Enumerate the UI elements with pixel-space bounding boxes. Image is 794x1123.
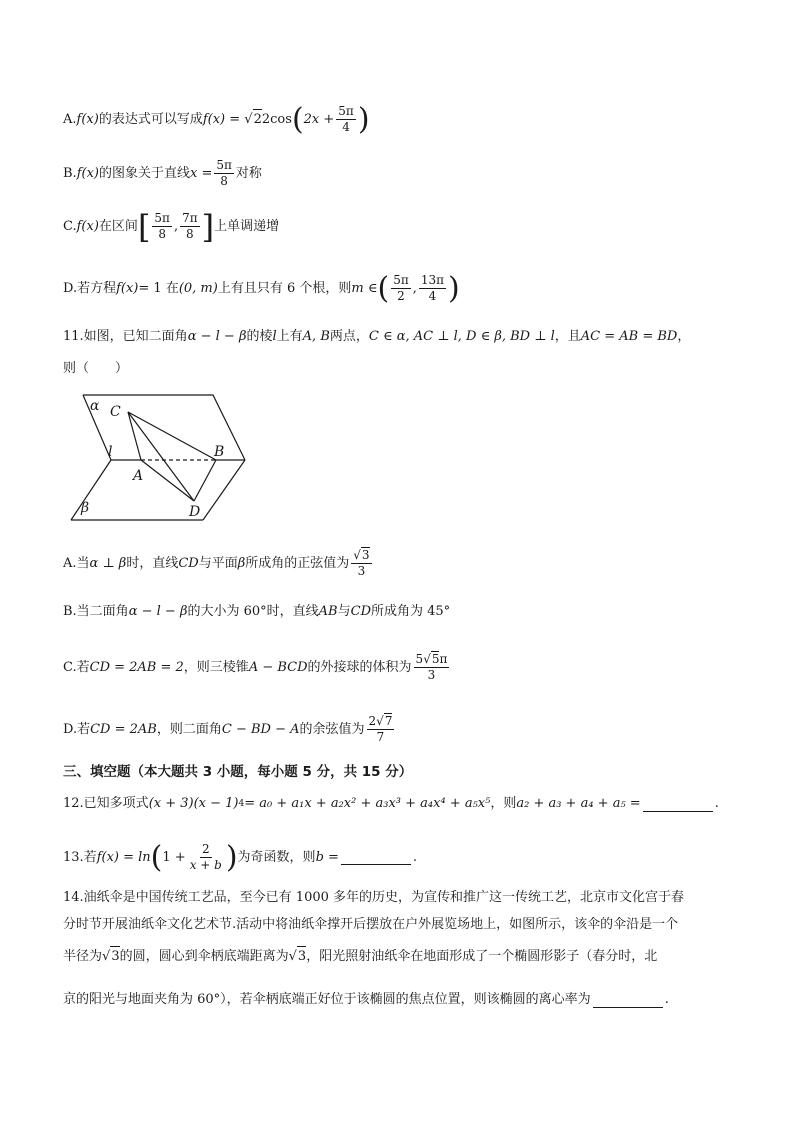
segment-ca: [128, 412, 141, 460]
option-text: 对称: [235, 165, 262, 181]
line-cd: CD: [350, 604, 371, 619]
segment-bd: [194, 460, 216, 501]
equation: x =: [190, 165, 213, 181]
function-fx: f(x): [116, 280, 139, 296]
plane-beta: β: [237, 555, 246, 571]
membership: m ∈: [351, 280, 378, 296]
polynomial: (x + 3)(x − 1): [148, 796, 239, 811]
question-text: 为奇函数，则: [237, 849, 316, 865]
option-text: = 1 在: [138, 280, 179, 296]
b-equals: b =: [315, 849, 339, 865]
option-text: 的图象关于直线: [98, 165, 190, 181]
q12: [63, 794, 719, 814]
q10-option-c: C. f(x) 在区间 [ $\frac{5\pi}{8}$ , $\frac{7\pi}{8}$ ] 上单调递增: [63, 207, 280, 246]
section-heading: [63, 762, 412, 782]
fraction: $\frac{5\pi}{4}$: [338, 104, 354, 134]
option-text: 时，直线: [126, 555, 179, 571]
question-text: 分时节开展油纸伞文化艺术节.活动中将油纸伞撑开后摆放在户外展览场地上，如图所示，该伞的伞沿是一个: [63, 917, 679, 932]
answer-blank[interactable]: [341, 850, 411, 865]
q10-option-d: D.若方程 f(x) = 1 在 (0, m) 上有且只有 6 个根，则 m ∈ ( $\frac{5\pi}{2}$ , $\frac{13\pi}{4}$ ): [63, 270, 460, 306]
line-ab: AB: [318, 604, 338, 619]
question-text: 12.已知多项式: [63, 796, 149, 811]
fraction: $\frac{5\pi}{8}$: [216, 158, 232, 188]
answer-blank[interactable]: [593, 993, 663, 1008]
fraction: $\frac{5\pi}{8}$: [154, 211, 170, 241]
label-a: A: [133, 468, 144, 484]
question-text: ，阳光照射油纸伞在地面形成了一个椭圆形影子（春分时，北: [306, 948, 658, 964]
q11-option-b: [63, 602, 450, 622]
interval: (0, m): [178, 280, 218, 296]
option-text: B.当二面角: [63, 604, 129, 619]
one-plus: 1 +: [162, 849, 186, 865]
fraction: $\frac{7\pi}{8}$: [182, 211, 198, 241]
label-c: C: [110, 404, 121, 420]
expansion: = a₀ + a₁x + a₂x² + a₃x³ + a₄x⁴ + a₅x⁵: [244, 796, 491, 811]
plane-beta-left-edge: [71, 460, 111, 520]
equation: CD = 2AB = 2: [89, 659, 184, 675]
question-text: ，则: [490, 796, 517, 811]
function-fx: f(x): [76, 165, 99, 181]
q10-option-b: [63, 158, 262, 189]
equality: AC = AB = BD: [580, 329, 678, 344]
q11-then: [63, 359, 128, 379]
sum-expression: a₂ + a₃ + a₄ + a₅ =: [516, 796, 641, 811]
stem-text: 的棱: [246, 329, 273, 344]
dihedral-angle: C − BD − A: [221, 721, 300, 737]
answer-blank[interactable]: [643, 797, 713, 812]
q14-line-4: [63, 990, 669, 1010]
dihedral-angle: α − l − β: [128, 604, 188, 619]
q11-stem: [63, 327, 690, 347]
stem-text: 上有: [276, 329, 303, 344]
points-ab: A, B: [302, 329, 330, 344]
option-label: D.若方程: [63, 280, 117, 296]
option-text: 的外接球的体积为: [307, 659, 412, 675]
option-text: 的余弦值为: [299, 721, 365, 737]
label-d: D: [189, 504, 201, 520]
fraction: $\frac{2√7}{7}$: [368, 714, 393, 744]
dihedral-figure: [63, 390, 253, 525]
function-fx: f(x): [202, 111, 226, 127]
tetrahedron: A − BCD: [248, 659, 308, 675]
option-text: 的大小为 60°时，直线: [187, 604, 319, 619]
q14-line-1: [63, 888, 684, 908]
q13: 13.若 f(x) = ln ( 1 + $\frac{2}{x + b}$ ) 为奇函数，则 b = .: [63, 839, 418, 875]
stem-text: ，: [677, 329, 691, 344]
option-text: 与: [337, 604, 351, 619]
option-text: 与平面: [198, 555, 238, 571]
stem-text: 11.如图，已知二面角: [63, 329, 188, 344]
question-text: 京的阳光与地面夹角为 60°），若伞柄底端正好位于该椭圆的焦点位置，则该椭圆的离心率为: [63, 992, 591, 1007]
option-text: 上有且只有 6 个根，则: [217, 280, 352, 296]
edge-l: l: [272, 329, 277, 344]
option-text: ，则三棱锥: [183, 659, 249, 675]
stem-text: 两点，: [329, 329, 369, 344]
option-text: 在区间: [98, 218, 138, 234]
label-l: l: [108, 444, 113, 460]
option-text: A.当: [63, 555, 90, 571]
equation: CD = 2AB: [90, 721, 157, 737]
option-text: ，则二面角: [156, 721, 222, 737]
fraction: $\frac{√3}{3}$: [353, 548, 370, 578]
option-text: 的表达式可以写成: [98, 111, 203, 127]
fraction: $\frac{2}{x + b}$: [189, 842, 222, 872]
option-text: D.若: [63, 721, 91, 737]
label-b: B: [214, 444, 225, 460]
then-text: 则（ ）: [63, 361, 129, 376]
option-label: C.: [63, 218, 77, 234]
label-alpha: α: [90, 398, 100, 414]
label-beta: β: [81, 500, 90, 516]
period: .: [664, 992, 669, 1007]
function-fx: f(x): [76, 111, 99, 127]
exponent: 4: [238, 799, 245, 809]
fraction: $\frac{5√5\pi}{3}$: [415, 652, 448, 682]
question-text: 14.油纸伞是中国传统工艺品，至今已有 1000 多年的历史，为宣传和推广这一传统工艺，北京市文化宫于春: [63, 890, 685, 905]
plane-beta-right-edge: [203, 460, 245, 520]
fraction: $\frac{5\pi}{2}$: [393, 273, 409, 303]
option-text: 所成角的正弦值为: [245, 555, 350, 571]
stem-text: ，且: [554, 329, 581, 344]
question-text: 13.若: [63, 849, 97, 865]
function-def: f(x) = ln: [96, 849, 151, 865]
q11-option-c: [63, 652, 451, 683]
question-text: 的圆，圆心到伞柄底端距离为: [119, 948, 289, 964]
question-text: 半径为: [63, 948, 103, 964]
sqrt-3: 3: [110, 946, 119, 967]
segment-cd: [128, 412, 194, 501]
sqrt-2: 2: [253, 109, 262, 130]
function-fx: f(x): [76, 218, 99, 234]
dihedral-angle: α − l − β: [187, 329, 247, 344]
condition: α ⊥ β: [89, 555, 127, 571]
q11-option-a: [63, 548, 374, 579]
fraction: $\frac{13\pi}{4}$: [420, 273, 445, 303]
option-label: B.: [63, 165, 77, 181]
option-text: 上单调递增: [214, 218, 280, 234]
period: .: [412, 849, 418, 865]
line-cd: CD: [178, 555, 199, 571]
argument: 2x +: [303, 111, 335, 127]
cos-term: 2cos: [261, 111, 292, 127]
q14-line-2: [63, 915, 678, 935]
q11-option-d: [63, 714, 396, 745]
conditions: C ∈ α, AC ⊥ l, D ∈ β, BD ⊥ l: [368, 329, 555, 344]
q10-option-a: A. f(x) 的表达式可以写成 f(x) = √ 2 2cos ( 2x + $\frac{5\pi}{4}$ ): [63, 101, 370, 137]
option-text: C.若: [63, 659, 90, 675]
segment-cb: [128, 412, 216, 460]
option-label: A.: [63, 111, 77, 127]
q14-line-3: 半径为 √ 3 的圆，圆心到伞柄底端距离为 √ 3 ，阳光照射油纸伞在地面形成了一个椭圆形影子（春分时，北: [63, 946, 657, 967]
period: .: [714, 796, 719, 811]
sqrt-3: 3: [297, 946, 306, 967]
section-title: 三、填空题（本大题共 3 小题，每小题 5 分，共 15 分）: [63, 764, 413, 780]
option-text: 所成角为 45°: [371, 604, 451, 619]
